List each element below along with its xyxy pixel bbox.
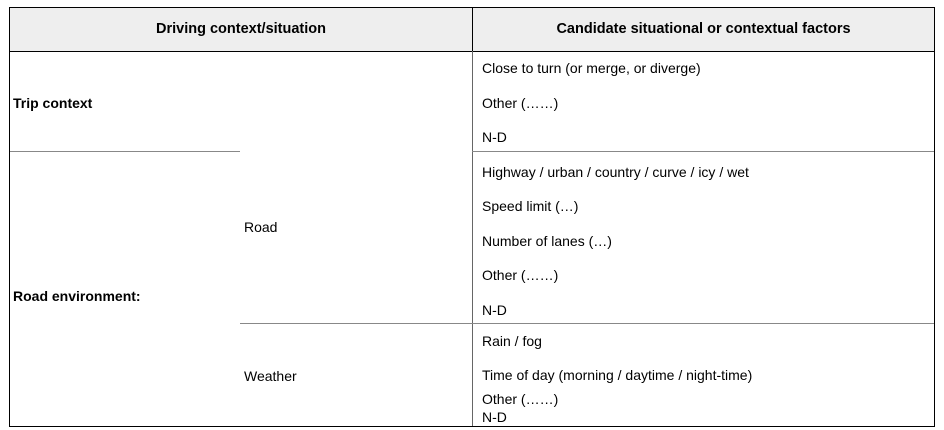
weather-factor-3: Other (……) (482, 391, 559, 407)
header-candidate-factors: Candidate situational or contextual factors (472, 8, 934, 51)
section-divider-left (10, 151, 240, 152)
table-header (10, 8, 934, 52)
weather-factor-4: N-D (482, 409, 507, 425)
trip-context-label: Trip context (13, 95, 93, 111)
road-factor-2: Speed limit (…) (482, 198, 579, 214)
weather-factor-1: Rain / fog (482, 333, 542, 349)
road-factor-5: N-D (482, 302, 507, 318)
trip-factor-1: Close to turn (or merge, or diverge) (482, 60, 701, 76)
road-factor-3: Number of lanes (…) (482, 233, 612, 249)
subsection-divider (240, 323, 934, 324)
road-label: Road (244, 219, 278, 235)
section-divider-right (472, 151, 934, 152)
header-driving-context: Driving context/situation (156, 21, 326, 37)
trip-factor-3: N-D (482, 129, 507, 145)
context-table (9, 7, 935, 427)
road-environment-label: Road environment: (13, 288, 141, 304)
weather-factor-2: Time of day (morning / daytime / night-time) (482, 367, 753, 383)
road-factor-1: Highway / urban / country / curve / icy / wet (482, 164, 749, 180)
road-factor-4: Other (……) (482, 267, 559, 283)
weather-label: Weather (244, 368, 297, 384)
trip-factor-2: Other (……) (482, 95, 559, 111)
